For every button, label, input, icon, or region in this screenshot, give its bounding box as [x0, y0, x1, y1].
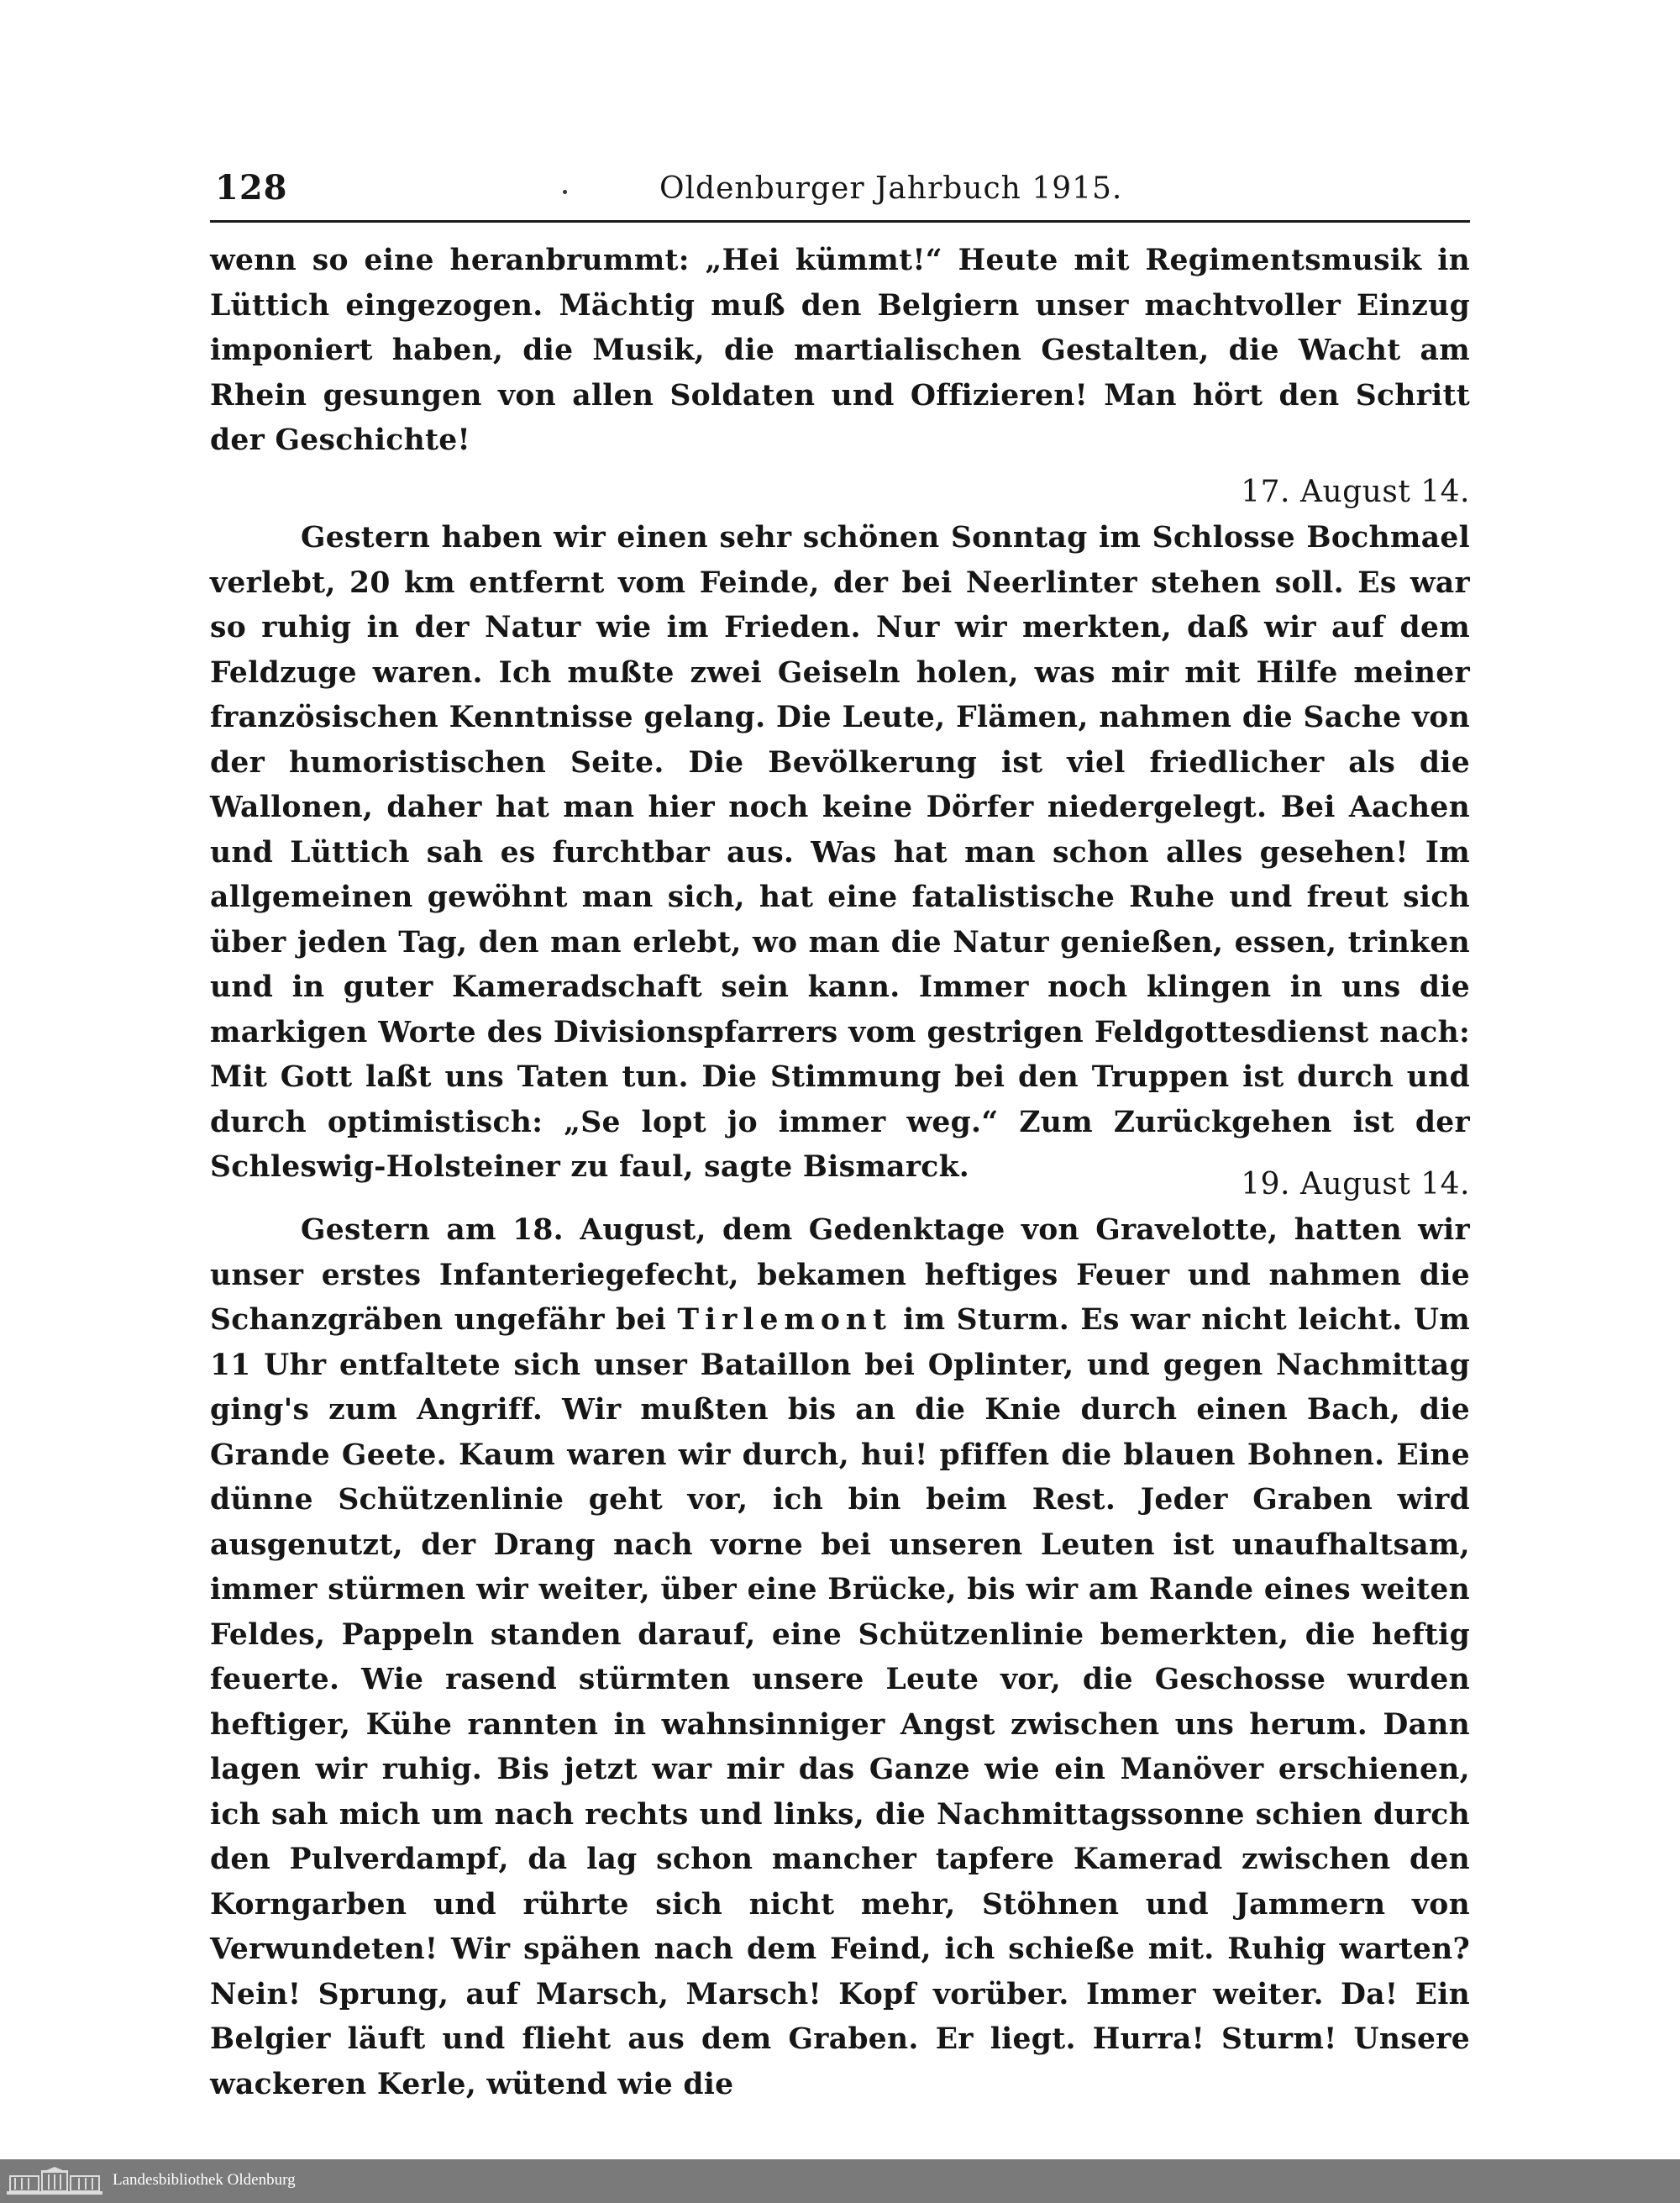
header-dot: [563, 190, 567, 194]
library-building-icon: [5, 2166, 104, 2198]
library-name: Landesbibliothek Oldenburg: [113, 2171, 296, 2189]
entry-text-part: im Sturm. Es war nicht leicht. Um 11 Uhr entfaltete sich unser Bataillon bei Oplinter, und gegen Nachmittag ging's zum Angriff. Wir mußten bis an die Knie durch einen Bach, die Grande Geete. Kaum waren wir durch, hui! pfiffen die blauen Bohnen. Eine dünne Schützenlinie geht vor, ich bin beim Rest. Jeder Graben wird ausgenutzt, der Drang nach vorne bei unseren Leuten ist unaufhaltsam, immer stürmen wir weiter, über eine Brücke, bis wir am Rande eines weiten Feldes, Pappeln standen darauf, eine Schützenlinie bemerkten, die heftig feuerte. Wie rasend stürmten unsere Leute vor, die Geschosse wurden heftiger, Kühe rannten in wahnsinniger Angst zwischen uns herum. Dann lagen wir ruhig. Bis jetzt war mir das Ganze wie ein Manöver erschienen, ich sah mich um nach rechts und links, die Nachmittagssonne schien durch den Pulverdampf, da lag schon mancher tapfere Kamerad zwischen den Korngarben und rührte sich nicht mehr, Stöhnen und Jammern von Verwundeten! Wir spähen nach dem Feind, ich schieße mit. Ruhig warten? Nein! Sprung, auf Marsch, Marsch! Kopf vorüber. Immer weiter. Da! Ein Belgier läuft und flieht aus dem Graben. Er liegt. Hurra! Sturm! Unsere wackeren Kerle, wütend wie die: [210, 1303, 1471, 2101]
page-header: [210, 168, 1470, 218]
place-name: Tirlemont: [677, 1303, 892, 1337]
diary-entry-text: Gestern haben wir einen sehr schönen Sonntag im Schlosse Bochmael verlebt, 20 km entfernt vom Feinde, der bei Neerlinter stehen soll. Es war so ruhig in der Natur wie im Frieden. Nur wir merkten, daß wir auf dem Feldzuge waren. Ich mußte zwei Geiseln holen, was mir mit Hilfe meiner französischen Kenntnisse gelang. Die Leute, Flämen, nahmen die Sache von der humoristischen Seite. Die Bevölkerung ist viel friedlicher als die Wallonen, daher hat man hier noch keine Dörfer niedergelegt. Bei Aachen und Lüttich sah es furchtbar aus. Was hat man schon alles gesehen! Im allgemeinen gewöhnt man sich, hat eine fatalistische Ruhe und freut sich über jeden Tag, den man erlebt, wo man die Natur genießen, essen, trinken und in guter Kameradschaft sein kann. Immer noch klingen in uns die markigen Worte des Divisionspfarrers vom gestrigen Feldgottesdienst nach: Mit Gott laßt uns Taten tun. Die Stimmung bei den Truppen ist durch und durch optimistisch: „Se lopt jo immer weg.“ Zum Zurückgehen ist der Schleswig-Holsteiner zu faul, sagte Bismarck.: [210, 521, 1470, 1184]
diary-date: 19. August 14.: [1241, 1167, 1470, 1201]
diary-entry-text: [210, 1208, 1470, 2107]
diary-date: 17. August 14.: [1241, 475, 1470, 509]
entry-text-part: Gestern am 18. August, dem Gedenktage von Gravelotte, hatten wir unser erstes Infanteriegefecht, bekamen heftiges Feuer und nahmen die Schanzgräben ungefähr bei: [210, 1213, 1470, 1337]
paragraph-continuation: wenn so eine heranbrummt: „Hei kümmt!“ Heute mit Regimentsmusik in Lüttich eingezogen. Mächtig muß den Belgiern unser machtvoller Einzug imponiert haben, die Musik, die martialischen Gestalten, die Wacht am Rhein gesungen von allen Soldaten und Offizieren! Man hört den Schritt der Geschichte!: [210, 244, 1470, 457]
running-title: Oldenburger Jahrbuch 1915.: [659, 171, 1123, 206]
page-number: 128: [215, 168, 288, 208]
header-rule: [210, 220, 1470, 223]
footer-bar: [0, 2159, 1680, 2203]
